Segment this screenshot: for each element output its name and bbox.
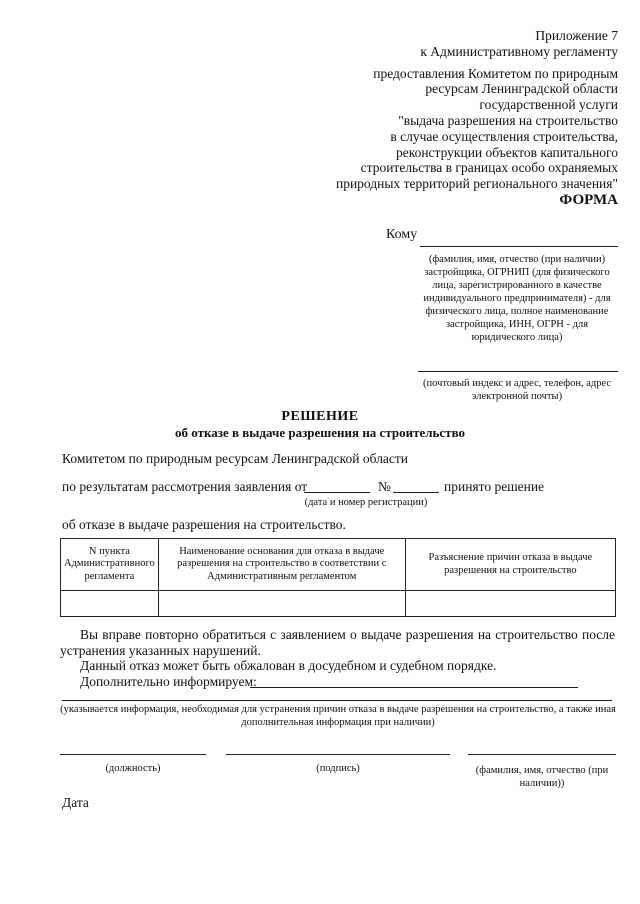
additional-info-label: Дополнительно информируем: <box>80 674 257 689</box>
date-number-hint: (дата и номер регистрации) <box>304 497 428 508</box>
reapply-paragraph: Вы вправе повторно обратиться с заявлением о выдаче разрешения на строительство после устранения указанных нарушений. <box>60 627 615 658</box>
appendix-header <box>318 28 618 192</box>
appendix-line: предоставления Комитетом по природным <box>373 65 618 81</box>
header-item-number: N пункта Административного регламента <box>61 539 159 591</box>
appendix-line: государственной услуги <box>479 97 618 113</box>
application-number-field[interactable] <box>393 492 439 493</box>
form-label: ФОРМА <box>559 192 618 208</box>
committee-name: Комитетом по природным ресурсам Ленинградской области <box>62 451 409 466</box>
appendix-line: в случае осуществления строительства, <box>390 128 618 144</box>
appendix-line: ресурсам Ленинградской области <box>425 81 618 97</box>
address-hint: (почтовый индекс и адрес, телефон, адрес электронной почты) <box>422 378 612 402</box>
appeal-paragraph: Данный отказ может быть обжалован в досудебном и судебном порядке. <box>80 658 497 673</box>
signature-line[interactable] <box>226 754 450 755</box>
additional-info-hint: (указывается информация, необходимая для устранения причин отказа в выдаче разрешения на строительство, а также иная дополнительная информация при наличии) <box>60 704 616 728</box>
additional-info-line-1[interactable] <box>250 687 578 688</box>
application-date-field[interactable] <box>304 492 370 493</box>
appendix-line: строительства в границах особо охраняемых <box>360 160 618 176</box>
full-name-hint: (фамилия, имя, отчество (при наличии)) <box>475 765 609 789</box>
cell-reason-explanation[interactable] <box>405 591 615 617</box>
appendix-line: "выдача разрешения на строительство <box>398 112 618 128</box>
position-hint: (должность) <box>105 763 161 774</box>
recipient-address-line[interactable] <box>418 371 618 372</box>
table-header-row <box>61 539 616 591</box>
decision-subtitle: об отказе в выдаче разрешения на строительство <box>175 425 465 440</box>
refusal-reasons-table <box>60 538 616 617</box>
refusal-line: об отказе в выдаче разрешения на строительство. <box>62 517 346 532</box>
recipient-name-line[interactable] <box>420 246 618 247</box>
signature-hint: (подпись) <box>316 763 360 774</box>
date-label: Дата <box>62 795 89 810</box>
recipient-label: Кому <box>386 227 418 242</box>
appendix-line: природных территорий регионального значения" <box>335 176 618 192</box>
table-row <box>61 591 616 617</box>
applicant-hint: (фамилия, имя, отчество (при наличии) застройщика, ОГРНИП (для физического лица, зарегистрированного в качестве индивидуального предпринимателя) - для физического лица, полное наименование застройщика, ИНН, ОГРН - для юридического лица) <box>423 254 611 343</box>
full-name-line[interactable] <box>468 754 616 755</box>
cell-reason-name[interactable] <box>158 591 405 617</box>
position-line[interactable] <box>60 754 206 755</box>
review-prefix: по результатам рассмотрения заявления от <box>62 479 308 494</box>
header-reason-explanation: Разъяснение причин отказа в выдаче разрешения на строительство <box>405 539 615 591</box>
cell-item-number[interactable] <box>61 591 159 617</box>
decision-title: РЕШЕНИЕ <box>281 409 359 424</box>
review-suffix: принято решение <box>444 479 545 494</box>
number-sign: № <box>378 479 391 494</box>
additional-info-line-2[interactable] <box>62 700 612 701</box>
header-reason-name: Наименование основания для отказа в выдаче разрешения на строительство в соответствии с Административным регламентом <box>158 539 405 591</box>
appendix-number: Приложение 7 <box>535 28 618 43</box>
appendix-line: к Административному регламенту <box>420 43 618 59</box>
appendix-line: реконструкции объектов капитального <box>395 144 618 160</box>
